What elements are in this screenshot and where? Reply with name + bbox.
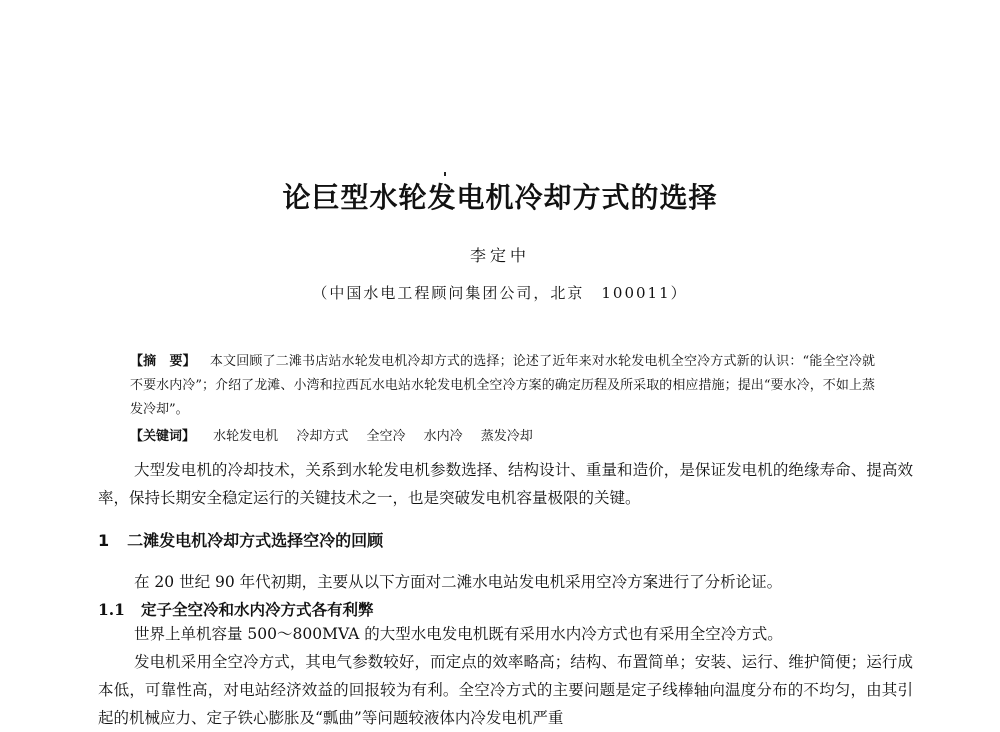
intro-paragraph: 大型发电机的冷却技术，关系到水轮发电机参数选择、结构设计、重量和造价，是保证发电机的绝缘寿命、提高效率，保持长期安全稳定运行的关键技术之一，也是突破发电机容量极限的关键。 (98, 461, 913, 507)
author-affiliation: （中国水电工程顾问集团公司，北京 100011） (312, 284, 688, 302)
keyword: 水内冷 (423, 429, 463, 444)
section-title: 定子全空冷和水内冷方式各有利弊 (140, 601, 374, 619)
section-title: 二滩发电机冷却方式选择空冷的回顾 (127, 531, 384, 550)
keyword: 蒸发冷却 (480, 429, 533, 444)
section-heading-1 (98, 528, 383, 551)
paper-title: 论巨型水轮发电机冷却方式的选择 (282, 181, 718, 214)
section-number: 1 (98, 531, 110, 550)
keyword: 全空冷 (366, 429, 406, 444)
section1-1-paragraph-2: 发电机采用全空冷方式，其电气参数较好，而定点的效率略高；结构、布置简单；安装、运行、维护简便；运行成本低，可靠性高，对电站经济效益的回报较为有利。全空冷方式的主要问题是定子线棒轴向温度分布的不均匀，由其引起的机械应力、定子铁心膨胀及“瓢曲”等问题较液体内冷发电机严重 (98, 653, 913, 727)
author-name: 李定中 (469, 246, 530, 265)
abstract-text: 本文回顾了二滩书店站水轮发电机冷却方式的选择；论述了近年来对水轮发电机全空冷方式新的认识：“能全空冷就不要水内冷”；介绍了龙滩、小湾和拉西瓦水电站水轮发电机全空冷方案的确定历程及所采取的相应措施；提出“要水冷，不如上蒸发冷却”。 (130, 354, 875, 417)
keywords (130, 425, 875, 449)
section-heading-1-1 (98, 598, 373, 620)
section1-1-paragraph-1: 世界上单机容量 500～800MVA 的大型水电发电机既有采用水内冷方式也有采用全空冷方式。 (134, 625, 783, 643)
section1-paragraph: 在 20 世纪 90 年代初期，主要从以下方面对二滩水电站发电机采用空冷方案进行了分析论证。 (134, 573, 783, 591)
keyword: 水轮发电机 (213, 429, 279, 444)
section-number: 1.1 (98, 600, 125, 619)
keywords-label: 【关键词】 (130, 429, 196, 444)
abstract-label: 【摘 要】 (130, 354, 196, 369)
abstract (130, 350, 875, 422)
keyword: 冷却方式 (296, 429, 349, 444)
